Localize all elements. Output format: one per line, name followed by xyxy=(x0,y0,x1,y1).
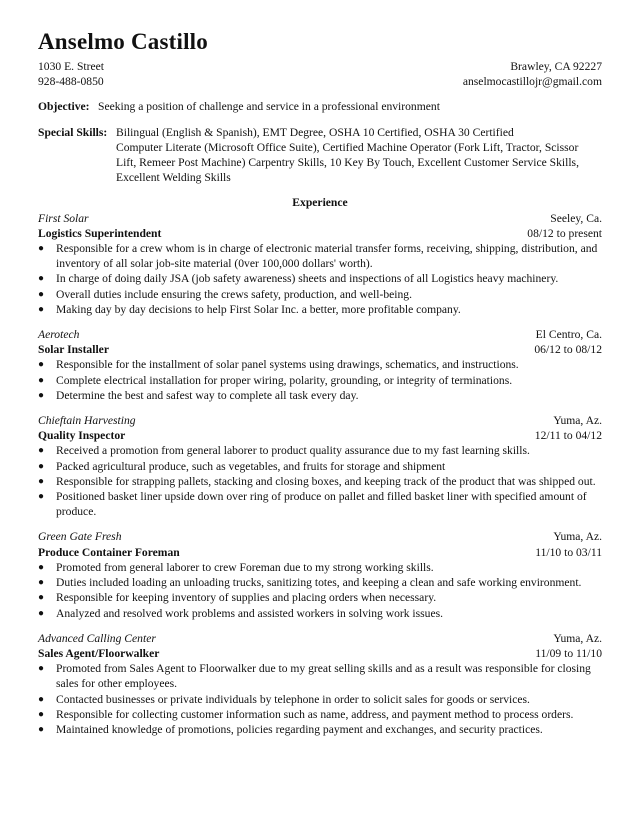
bullet-icon: ● xyxy=(38,561,45,573)
job-location: El Centro, Ca. xyxy=(535,328,602,342)
duty-text: Complete electrical installation for proper wiring, polarity, grounding, or integrity of terminations. xyxy=(56,373,513,387)
job-title-row xyxy=(38,226,602,241)
job-location: Yuma, Az. xyxy=(553,530,602,544)
list-item xyxy=(38,590,602,605)
bullet-icon: ● xyxy=(38,577,45,589)
job-title-row xyxy=(38,646,602,661)
duty-text: Making day by day decisions to help First Solar Inc. a better, more profitable company. xyxy=(56,302,461,316)
job-dates: 11/10 to 03/11 xyxy=(535,545,602,559)
list-item xyxy=(38,357,602,372)
bullet-icon: ● xyxy=(38,445,45,457)
skills-line: Lift, Remeer Post Machine) Carpentry Skills, 10 Key By Touch, Excellent Customer Service Skills, xyxy=(116,156,579,170)
bullet-icon: ● xyxy=(38,663,45,675)
job-company-row xyxy=(38,413,602,428)
special-skills-section xyxy=(38,125,602,186)
job-duties-list xyxy=(38,443,602,519)
job-company: First Solar xyxy=(38,211,89,225)
job-dates: 08/12 to present xyxy=(527,226,602,240)
list-item xyxy=(38,575,602,590)
skills-line: Bilingual (English & Spanish), EMT Degree, OSHA 10 Certified, OSHA 30 Certified xyxy=(116,125,514,139)
job-location: Yuma, Az. xyxy=(553,631,602,645)
bullet-icon: ● xyxy=(38,288,45,300)
list-item xyxy=(38,606,602,621)
job-location: Yuma, Az. xyxy=(553,414,602,428)
bullet-icon: ● xyxy=(38,243,45,255)
bullet-icon: ● xyxy=(38,693,45,705)
city-state-zip: Brawley, CA 92227 xyxy=(510,60,602,73)
job-location: Seeley, Ca. xyxy=(550,211,602,225)
duty-text: Responsible for the installment of solar panel systems using drawings, schematics, and instructions. xyxy=(56,358,519,372)
bullet-icon: ● xyxy=(38,592,45,604)
contact-row xyxy=(38,74,602,89)
bullet-icon: ● xyxy=(38,359,45,371)
skills-line: Excellent Welding Skills xyxy=(116,171,231,185)
duty-text: Received a promotion from general laborer to product quality assurance due to my fast learning skills. xyxy=(56,444,530,458)
job-title-row xyxy=(38,545,602,560)
list-item xyxy=(38,707,602,722)
list-item xyxy=(38,302,602,317)
job-entry xyxy=(38,327,602,403)
bullet-icon: ● xyxy=(38,475,45,487)
bullet-icon: ● xyxy=(38,303,45,315)
duty-text: Overall duties include ensuring the crews safety, production, and well-being. xyxy=(56,287,412,301)
bullet-icon: ● xyxy=(38,607,45,619)
job-title: Sales Agent/Floorwalker xyxy=(38,646,160,660)
list-item xyxy=(38,692,602,707)
skills-list xyxy=(116,125,579,186)
duty-text: Responsible for keeping inventory of supplies and placing orders when necessary. xyxy=(56,591,437,605)
job-title: Logistics Superintendent xyxy=(38,226,162,240)
experience-list xyxy=(38,211,602,738)
job-company: Chieftain Harvesting xyxy=(38,414,136,428)
job-title-row xyxy=(38,342,602,357)
job-duties-list xyxy=(38,661,602,737)
list-item xyxy=(38,388,602,403)
list-item xyxy=(38,373,602,388)
bullet-icon: ● xyxy=(38,273,45,285)
job-dates: 06/12 to 08/12 xyxy=(534,343,602,357)
street-address: 1030 E. Street xyxy=(38,60,105,73)
address-row xyxy=(38,59,602,74)
duty-text: Contacted businesses or private individuals by telephone in order to solicit sales for goods or services. xyxy=(56,692,530,706)
email-address: anselmocastillojr@gmail.com xyxy=(462,75,602,89)
list-item xyxy=(38,287,602,302)
skills-line: Computer Literate (Microsoft Office Suite), Certified Machine Operator (Fork Lift, Tractor, Scissor xyxy=(116,140,579,154)
job-company: Aerotech xyxy=(38,328,80,342)
bullet-icon: ● xyxy=(38,723,45,735)
job-dates: 12/11 to 04/12 xyxy=(534,429,602,443)
duty-text: Responsible for a crew whom is in charge of electronic material transfer forms, receiving, shipping, distribution, and inventory of all solar job-site material (0ver 100,000 dollars' worth). xyxy=(56,242,598,271)
job-dates: 11/09 to 11/10 xyxy=(535,646,602,660)
list-item xyxy=(38,443,602,458)
bullet-icon: ● xyxy=(38,460,45,472)
list-item xyxy=(38,459,602,474)
job-company: Green Gate Fresh xyxy=(38,530,122,544)
job-entry xyxy=(38,631,602,737)
job-duties-list xyxy=(38,560,602,621)
duty-text: Analyzed and resolved work problems and assisted workers in solving work issues. xyxy=(56,606,444,620)
duty-text: In charge of doing daily JSA (job safety awareness) sheets and inspections of all Logistics heavy machinery. xyxy=(56,272,559,286)
job-title: Quality Inspector xyxy=(38,429,126,443)
job-entry xyxy=(38,529,602,620)
duty-text: Maintained knowledge of promotions, policies regarding payment and exchanges, and security practices. xyxy=(56,722,543,736)
duty-text: Determine the best and safest way to complete all task every day. xyxy=(56,388,359,402)
job-company-row xyxy=(38,529,602,544)
duty-text: Promoted from general laborer to crew Foreman due to my strong working skills. xyxy=(56,560,434,574)
objective-section xyxy=(38,99,602,114)
list-item xyxy=(38,661,602,691)
duty-text: Responsible for strapping pallets, stacking and closing boxes, and keeping track of the product that was shipped out. xyxy=(56,474,596,488)
phone-number: 928-488-0850 xyxy=(38,75,104,89)
objective-label: Objective: xyxy=(38,100,90,114)
list-item xyxy=(38,241,602,271)
experience-heading: Experience xyxy=(292,196,348,210)
job-company-row xyxy=(38,327,602,342)
duty-text: Responsible for collecting customer information such as name, address, and payment method to process orders. xyxy=(56,707,574,721)
job-title: Solar Installer xyxy=(38,343,109,357)
list-item xyxy=(38,560,602,575)
job-entry xyxy=(38,211,602,317)
bullet-icon: ● xyxy=(38,374,45,386)
job-company-row xyxy=(38,631,602,646)
job-company: Advanced Calling Center xyxy=(38,631,156,645)
bullet-icon: ● xyxy=(38,708,45,720)
duty-text: Duties included loading an unloading trucks, sanitizing totes, and keeping a clean and safe working environment. xyxy=(56,576,582,590)
duty-text: Positioned basket liner upside down over ring of produce on pallet and filled basket liner with specified amount of produce. xyxy=(56,490,587,519)
bullet-icon: ● xyxy=(38,389,45,401)
skills-label: Special Skills: xyxy=(38,125,108,139)
duty-text: Promoted from Sales Agent to Floorwalker due to my great selling skills and as a result was responsible for closing sales for other employees. xyxy=(56,662,591,691)
job-company-row xyxy=(38,211,602,226)
bullet-icon: ● xyxy=(38,491,45,503)
job-entry xyxy=(38,413,602,519)
job-duties-list xyxy=(38,357,602,403)
duty-text: Packed agricultural produce, such as vegetables, and fruits for storage and shipment xyxy=(56,459,446,473)
list-item xyxy=(38,489,602,519)
applicant-name: Anselmo Castillo xyxy=(38,29,208,54)
job-title-row xyxy=(38,428,602,443)
job-duties-list xyxy=(38,241,602,317)
resume-page xyxy=(38,28,602,747)
objective-text: Seeking a position of challenge and service in a professional environment xyxy=(98,100,440,114)
list-item xyxy=(38,474,602,489)
list-item xyxy=(38,271,602,286)
list-item xyxy=(38,722,602,737)
job-title: Produce Container Foreman xyxy=(38,545,180,559)
